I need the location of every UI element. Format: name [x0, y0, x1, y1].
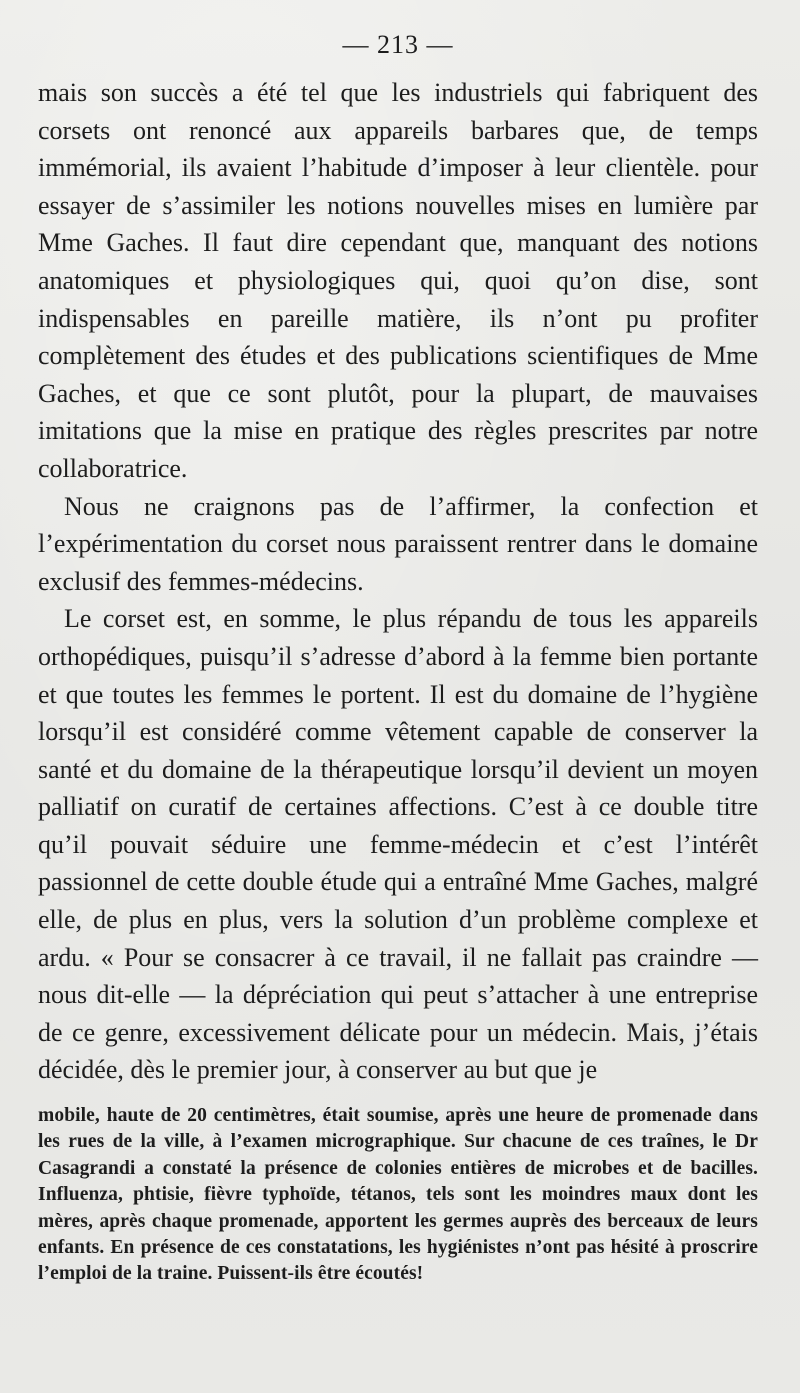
- paragraph-2: Nous ne craignons pas de l’affirmer, la confection et l’expérimentation du corset nous paraissent rentrer dans le domaine exclusif des femmes-médecins.: [38, 491, 758, 596]
- footnote-text: mobile, haute de 20 centimètres, était soumise, après une heure de promenade dans les rues de la ville, à l’examen micrographique. Sur chacune de ces traînes, le Dr Casagrandi a constaté la présence de colonies entières de microbes et de bacilles. Influenza, phtisie, fièvre typhoïde, tétanos, tels sont les moindres maux dont les mères, après chaque promenade, apportent les germes auprès des berceaux de leurs enfants. En présence de ces constatations, les hygiénistes n’ont pas hésité à proscrire l’emploi de la traine. Puissent-ils être écoutés!: [38, 1105, 758, 1285]
- page-number: — 213 —: [342, 30, 454, 59]
- main-text: [38, 74, 758, 1089]
- paragraph-1: mais son succès a été tel que les industriels qui fabriquent des corsets ont renoncé aux appareils barbares que, de temps immémorial, ils avaient l’habitude d’imposer à leur clientèle. pour essayer de s’assimiler les notions nouvelles mises en lumière par Mme Gaches. Il faut dire cependant que, manquant des notions anatomiques et physiologiques qui, quoi qu’on dise, sont indispensables en pareille matière, ils n’ont pu profiter complètement des études et des publications scientifiques de Mme Gaches, et que ce sont plutôt, pour la plupart, de mauvaises imitations que la mise en pratique des règles prescrites par notre collaboratrice.: [38, 78, 758, 483]
- footnote: [38, 1103, 758, 1288]
- paragraph-3: Le corset est, en somme, le plus répandu de tous les appareils orthopédiques, puisqu’il s’adresse d’abord à la femme bien portante et que toutes les femmes le portent. Il est du domaine de l’hygiène lorsqu’il est considéré comme vêtement capable de conserver la santé et du domaine de la thérapeutique lorsqu’il devient un moyen palliatif on curatif de certaines affections. C’est à ce double titre qu’il pouvait séduire une femme-médecin et c’est l’intérêt passionnel de cette double étude qui a entraîné Mme Gaches, malgré elle, de plus en plus, vers la solution d’un problème complexe et ardu. « Pour se consacrer à ce travail, il ne fallait pas craindre — nous dit-elle — la dépréciation qui peut s’attacher à une entreprise de ce genre, excessivement délicate pour un médecin. Mais, j’étais décidée, dès le premier jour, à conserver au but que je: [38, 604, 758, 1085]
